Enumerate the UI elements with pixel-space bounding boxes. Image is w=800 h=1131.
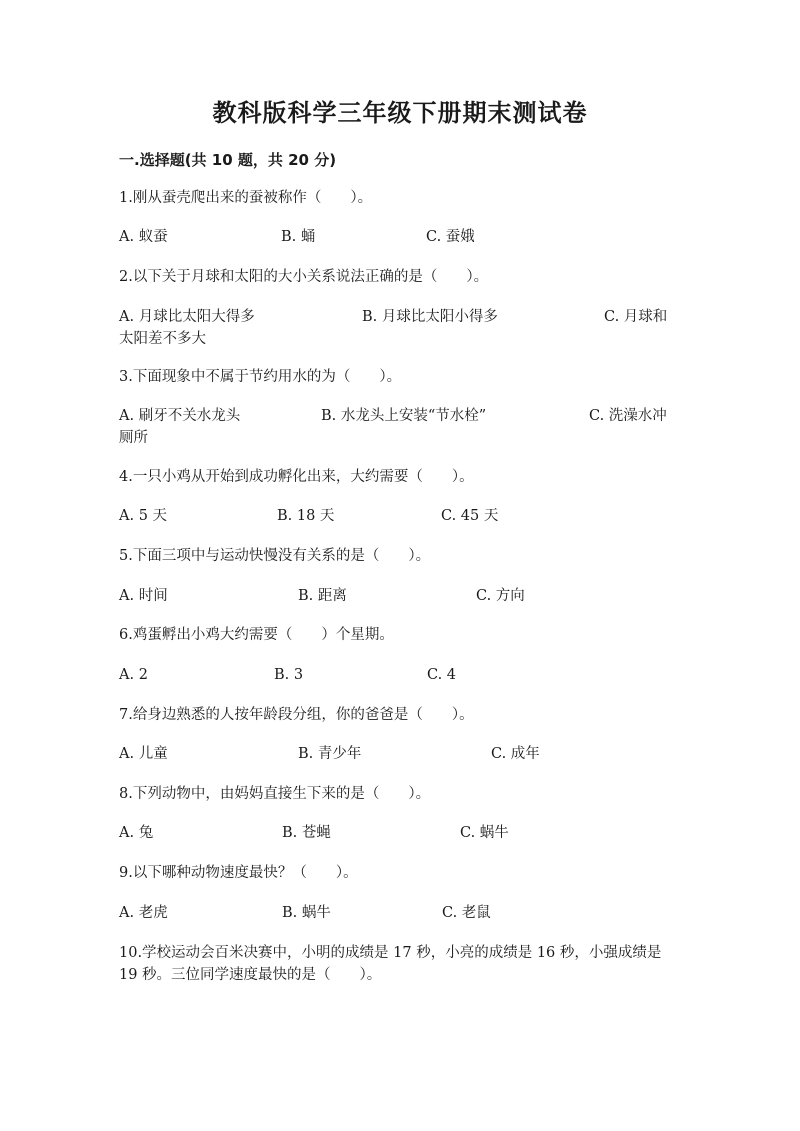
- question-7: 7.给身边熟悉的人按年龄段分组，你的爸爸是（ ）。: [119, 707, 474, 723]
- option-b: B. 月球比太阳小得多: [362, 309, 498, 325]
- question-5-options: [119, 585, 681, 629]
- option-a: A. 月球比太阳大得多: [119, 309, 255, 325]
- question-1-options: [119, 226, 681, 270]
- question-4-options: [119, 505, 681, 549]
- section-heading: 一.选择题(共 10 题，共 20 分): [119, 151, 337, 169]
- question-8: 8.下列动物中，由妈妈直接生下来的是（ ）。: [119, 786, 431, 802]
- option-c: C. 蚕娥: [426, 229, 475, 245]
- question-2-options: [119, 306, 681, 350]
- question-10: 10.学校运动会百米决赛中，小明的成绩是 17 秒，小亮的成绩是 16 秒，小强成绩是 19 秒。三位同学速度最快的是（ ）。: [119, 945, 662, 983]
- option-c: C. 方向: [476, 588, 525, 604]
- question-6: 6.鸡蛋孵出小鸡大约需要（ ）个星期。: [119, 627, 394, 643]
- question-6-options: [119, 664, 681, 708]
- option-b: B. 18 天: [277, 508, 335, 524]
- option-a: A. 刷牙不关水龙头: [119, 408, 241, 424]
- option-c: C. 洗澡水冲厕所: [119, 408, 667, 446]
- option-c: C. 4: [427, 667, 457, 683]
- question-2: 2.以下关于月球和太阳的大小关系说法正确的是（ ）。: [119, 269, 489, 285]
- question-3: 3.下面现象中不属于节约用水的为（ ）。: [119, 369, 402, 385]
- option-a: A. 5 天: [119, 508, 168, 524]
- option-a: A. 老虎: [119, 905, 168, 921]
- question-3-options: [119, 405, 681, 449]
- option-c: C. 蜗牛: [460, 825, 509, 841]
- option-b: B. 蛹: [281, 229, 316, 245]
- option-a: A. 儿童: [119, 746, 168, 762]
- option-a: A. 蚁蚕: [119, 229, 168, 245]
- question-9-options: [119, 902, 681, 946]
- question-7-options: [119, 743, 681, 787]
- option-b: B. 3: [274, 667, 304, 683]
- question-4: 4.一只小鸡从开始到成功孵化出来，大约需要（ ）。: [119, 469, 474, 485]
- option-b: B. 苍蝇: [282, 825, 331, 841]
- option-a: A. 兔: [119, 825, 154, 841]
- option-a: A. 2: [119, 667, 148, 683]
- question-5: 5.下面三项中与运动快慢没有关系的是（ ）。: [119, 548, 431, 564]
- option-c: C. 老鼠: [442, 905, 491, 921]
- option-b: B. 蜗牛: [282, 905, 331, 921]
- option-b: B. 距离: [298, 588, 347, 604]
- page-title: 教科版科学三年级下册期末测试卷: [212, 99, 588, 127]
- option-b: B. 水龙头上安装“节水栓”: [321, 408, 487, 424]
- option-c: C. 45 天: [441, 508, 499, 524]
- option-a: A. 时间: [119, 588, 168, 604]
- question-8-options: [119, 822, 681, 866]
- option-c: C. 成年: [491, 746, 540, 762]
- option-b: B. 青少年: [298, 746, 362, 762]
- question-9: 9.以下哪种动物速度最快？（ ）。: [119, 865, 358, 881]
- question-1: 1.刚从蚕壳爬出来的蚕被称作（ ）。: [119, 190, 373, 206]
- option-c: C. 月球和太阳差不多大: [119, 309, 668, 347]
